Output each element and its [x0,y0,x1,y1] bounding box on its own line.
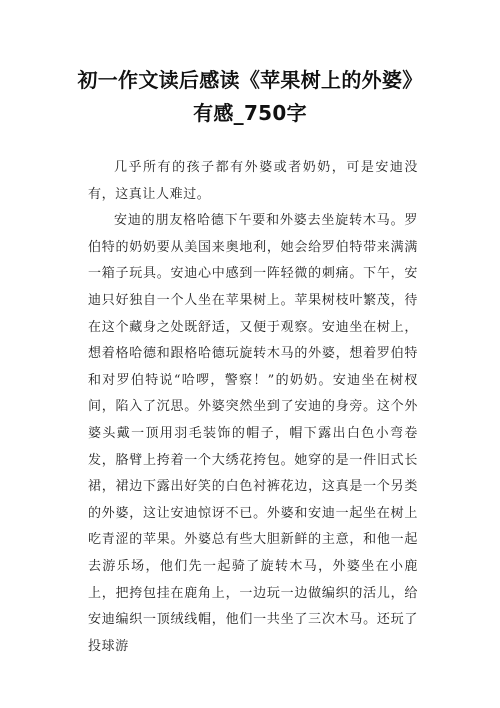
document-title [40,64,460,130]
document-body [88,155,418,660]
title-line-1: 初一作文读后感读《苹果树上的外婆》 [77,68,423,92]
paragraph: 安迪的朋友格哈德下午要和外婆去坐旋转木马。罗伯特的奶奶要从美国来奥地利，她会给罗伯特带来满满一箱子玩具。安迪心中感到一阵轻微的刺痛。下午，安迪只好独自一个人坐在苹果树上。苹果树枝叶繁茂，待在这个藏身之处既舒适，又便于观察。安迪坐在树上，想着格哈德和跟格哈德玩旋转木马的外婆，想着罗伯特和对罗伯特说“哈啰，警察！”的奶奶。安迪坐在树杈间，陷入了沉思。外婆突然坐到了安迪的身旁。这个外婆头戴一顶用羽毛装饰的帽子，帽下露出白色小弯卷发，胳臂上挎着一个大绣花挎包。她穿的是一件旧式长裙，裙边下露出好笑的白色衬裤花边，这真是一个另类的外婆，这让安迪惊讶不已。外婆和安迪一起坐在树上吃青涩的苹果。外婆总有些大胆新鲜的主意，和他一起去游乐场，他们先一起骑了旋转木马，外婆坐在小鹿上，把挎包挂在鹿角上，一边玩一边做编织的活儿，给安迪编织一顶绒线帽，他们一共坐了三次木马。还玩了投球游 [88,213,418,654]
paragraph: 几乎所有的孩子都有外婆或者奶奶，可是安迪没有，这真让人难过。 [88,160,418,202]
title-line-2: 有感_750字 [193,101,307,125]
